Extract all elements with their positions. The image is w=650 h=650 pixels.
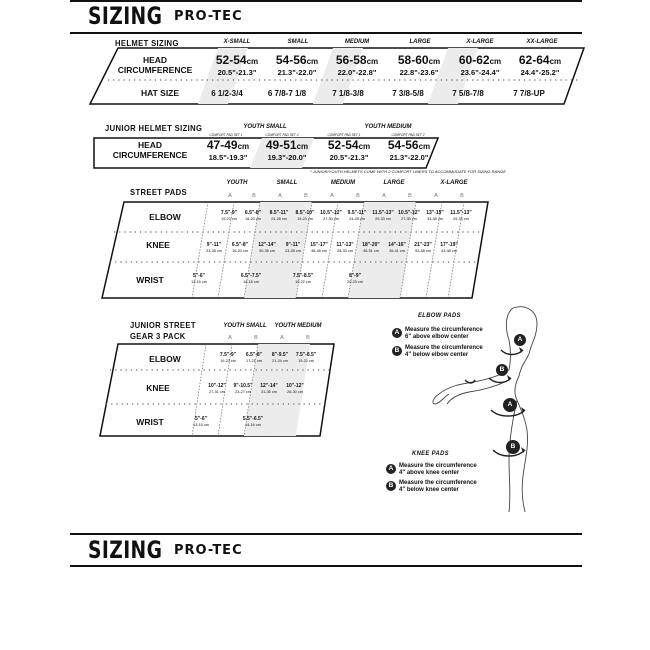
sp-ab: B [304, 193, 308, 199]
elbow-pads-title: ELBOW PADS [418, 312, 461, 319]
hat-4: 7 5/8-7/8 [452, 89, 484, 98]
sp-wrist-label: WRIST [136, 275, 164, 285]
brand-logo: PRO-TEC [174, 9, 243, 24]
junior-helmet-title: JUNIOR HELMET SIZING [105, 123, 203, 133]
junior-street-title [130, 320, 196, 342]
sp-col-xlarge: X-LARGE [440, 180, 468, 186]
sp-cell: 21"-23" 53-58 cm [414, 242, 432, 253]
head-label [105, 55, 205, 75]
js-cell: 8"-9.5" 21-24 cm [271, 352, 289, 363]
sp-cell: 8.5"-10" 19-23 cm [295, 210, 315, 221]
sp-col-small: SMALL [276, 180, 298, 186]
jr-pad-0: COMFORT PAD SET 1 [209, 133, 243, 137]
elbow-a-line1: Measure the circumference [405, 327, 483, 333]
sp-cell: 5"-6" 13-15 cm [191, 273, 207, 284]
head-in-5: 24.4"-25.2" [520, 68, 560, 77]
helmet-sizing-title: HELMET SIZING [115, 38, 179, 48]
head-cm-1: 54-56cm [275, 53, 319, 67]
sp-ab: B [460, 193, 464, 199]
sp-ab: A [434, 193, 438, 199]
sp-ab: B [356, 193, 360, 199]
knee-a-line1: Measure the circumference [399, 463, 477, 469]
jr-in-2: 20.5"-21.3" [329, 153, 369, 162]
jr-head-label-line2: CIRCUMFERENCE [112, 150, 188, 160]
col-medium: MEDIUM [344, 39, 370, 45]
head-in-4: 23.6"-24.4" [460, 68, 500, 77]
sp-cell: 7.5"-9" 19-23 cm [220, 210, 238, 221]
sp-cell: 11.5"-13" 29-33 cm [372, 210, 394, 221]
sp-col-large: LARGE [383, 180, 405, 186]
marker-a-icon: A [392, 328, 402, 338]
js-ab: A [228, 335, 232, 341]
marker-a-icon: A [386, 464, 396, 474]
arm-marker-b-icon: B [496, 364, 508, 376]
sp-cell: 6.5"-7.5" 16-18 cm [240, 273, 262, 284]
sp-cell: 6.5"-8" 16-20 cm [231, 242, 249, 253]
hat-2: 7 1/8-3/8 [332, 89, 364, 98]
head-in-3: 22.8"-23.6" [399, 68, 439, 77]
sp-cell: 9.5"-11" 24-28 cm [347, 210, 367, 221]
sp-cell: 9"-11" 23-28 cm [206, 242, 222, 253]
head-label-line1: HEAD [142, 55, 168, 65]
leg-marker-a-icon: A [503, 398, 517, 412]
col-xxlarge: XX-LARGE [526, 39, 558, 45]
sp-cell: 10.5"-12" 27-30 cm [320, 210, 342, 221]
js-cell: 7.5"-9" 19-23 cm [219, 352, 237, 363]
sp-ab: B [408, 193, 412, 199]
page-footer [70, 533, 582, 567]
jr-in-1: 19.3"-20.0" [267, 153, 307, 162]
sp-cell: 9"-11" 23-28 cm [285, 242, 301, 253]
js-elbow-label: ELBOW [149, 354, 181, 364]
js-cell: 9"-10.5" 23-27 cm [233, 383, 253, 394]
col-large: LARGE [409, 39, 431, 45]
col-xlarge: X-LARGE [466, 39, 494, 45]
marker-b-icon: B [392, 346, 402, 356]
sp-cell: 6.5"-8" 16-20 cm [244, 210, 262, 221]
sp-cell: 7.5"-8.5" 19-22 cm [292, 273, 314, 284]
elbow-b-line1: Measure the circumference [405, 345, 483, 351]
jr-cm-0: 47-49cm [206, 138, 250, 152]
head-cm-5: 62-64cm [518, 53, 562, 67]
jr-pad-1: COMFORT PAD SET 2 [265, 133, 299, 137]
jr-in-3: 21.3"-22.0" [389, 153, 429, 162]
js-ab: B [306, 335, 310, 341]
jr-youth-medium: YOUTH MEDIUM [364, 124, 412, 130]
footer-rule-bottom [70, 565, 582, 567]
js-ab: B [254, 335, 258, 341]
js-cell: 5.5"-6.5" 14-16 cm [242, 416, 264, 427]
sp-ab: A [330, 193, 334, 199]
knee-pads-title: KNEE PADS [412, 450, 449, 457]
sp-cell: 12"-14" 30-36 cm [258, 242, 276, 253]
measure-arrows-icon [455, 330, 545, 465]
hat-0: 6 1/2-3/4 [211, 89, 243, 98]
js-col-ys: YOUTH SMALL [223, 323, 267, 329]
sp-ab: A [228, 193, 232, 199]
jr-cm-3: 54-56cm [387, 138, 431, 152]
knee-b-line2: 4" below knee center [399, 487, 459, 493]
jr-note: * JUNIOR/YOUTH HELMETS COME WITH 2 COMFORT LINERS TO ACCOMMODATE FOR SIZING RANGE [310, 169, 506, 174]
sp-ab: B [252, 193, 256, 199]
leg-marker-b-icon: B [506, 440, 520, 454]
js-cell: 10"-12" 27-31 cm [208, 383, 226, 394]
head-cm-3: 58-60cm [397, 53, 441, 67]
head-in-2: 22.0"-22.8" [337, 68, 377, 77]
head-cm-2: 56-58cm [335, 53, 379, 67]
sp-cell: 13"-15" 33-38 cm [426, 210, 444, 221]
sp-cell: 15"-17" 38-45 cm [310, 242, 328, 253]
junior-street-title-1: JUNIOR STREET [130, 320, 196, 330]
js-knee-label: KNEE [146, 383, 170, 393]
header-rule-bottom [70, 32, 582, 34]
knee-a-line2: 4" above knee center [399, 470, 460, 476]
jr-in-0: 18.5"-19.3" [208, 153, 248, 162]
footer-brand-logo: PRO-TEC [174, 543, 243, 558]
js-cell: 7.5"-8.5" 19-22 cm [295, 352, 317, 363]
jr-cm-1: 49-51cm [265, 138, 309, 152]
head-in-0: 20.5"-21.3" [217, 68, 257, 77]
page-header [70, 0, 582, 34]
jr-pad-2: COMFORT PAD SET 1 [327, 133, 361, 137]
street-pads-title: STREET PADS [130, 187, 187, 197]
js-col-ym: YOUTH MEDIUM [274, 323, 322, 329]
sp-cell: 8"-9" 20-23 cm [347, 273, 363, 284]
jr-cm-2: 52-54cm [327, 138, 371, 152]
js-ab: A [280, 335, 284, 341]
jr-head-label [95, 140, 205, 160]
js-wrist-label: WRIST [136, 417, 164, 427]
elbow-a-line2: 6" above elbow center [405, 334, 469, 340]
sp-cell: 17"-19" 43-48 cm [440, 242, 458, 253]
footer-title: SIZING [88, 536, 163, 564]
hat-5: 7 7/8-UP [513, 89, 545, 98]
jr-youth-small: YOUTH SMALL [243, 124, 287, 130]
sp-ab: A [382, 193, 386, 199]
head-label-line2: CIRCUMFERENCE [117, 65, 193, 75]
sp-knee-label: KNEE [146, 240, 170, 250]
sp-elbow-label: ELBOW [149, 212, 181, 222]
footer-rule-top [70, 533, 582, 535]
head-in-1: 21.3"-22.0" [277, 68, 317, 77]
sp-cell: 11.5"-13" 29-33 cm [450, 210, 472, 221]
hat-3: 7 3/8-5/8 [392, 89, 424, 98]
knee-b-line1: Measure the circumference [399, 480, 477, 486]
junior-street-title-2: GEAR 3 PACK [130, 331, 186, 341]
js-cell: 12"-14" 31-35 cm [260, 383, 278, 394]
arm-marker-a-icon: A [514, 334, 526, 346]
sp-cell: 8.5"-11" 24-28 cm [269, 210, 289, 221]
sp-cell: 11"-13" 28-33 cm [336, 242, 354, 253]
sp-col-youth: YOUTH [226, 180, 248, 186]
js-cell: 5"-6" 13-15 cm [193, 416, 209, 427]
sp-cell: 14"-16" 36-41 cm [388, 242, 406, 253]
js-cell: 6.5"-8" 17-21 cm [245, 352, 263, 363]
sp-ab: A [278, 193, 282, 199]
col-small: SMALL [287, 39, 309, 45]
col-xsmall: X-SMALL [223, 39, 251, 45]
elbow-b-line2: 4" below elbow center [405, 352, 469, 358]
hat-size-label: HAT SIZE [140, 88, 180, 98]
head-cm-0: 52-54cm [215, 53, 259, 67]
js-cell: 10"-12" 26-30 cm [286, 383, 304, 394]
sp-col-medium: MEDIUM [330, 180, 356, 186]
marker-b-icon: B [386, 481, 396, 491]
jr-pad-3: COMFORT PAD SET 2 [391, 133, 425, 137]
head-cm-4: 60-62cm [458, 53, 502, 67]
hat-1: 6 7/8-7 1/8 [267, 89, 307, 98]
sp-cell: 18"-20" 46-51 cm [362, 242, 380, 253]
sp-cell: 10.5"-12" 27-30 cm [398, 210, 420, 221]
page-title: SIZING [88, 2, 163, 30]
jr-head-label-line1: HEAD [137, 140, 163, 150]
